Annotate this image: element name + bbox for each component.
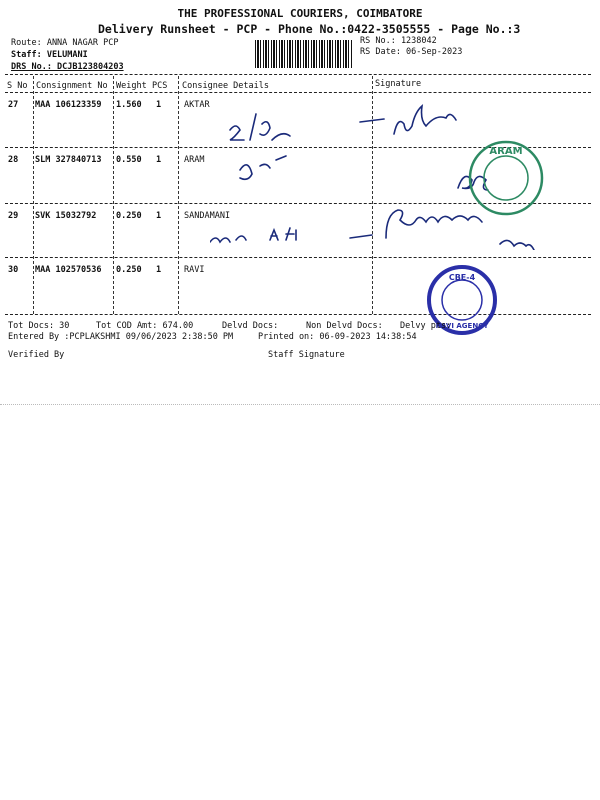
row-weight: 1.560 [116, 100, 142, 110]
printed-on: Printed on: 06-09-2023 14:38:54 [258, 332, 417, 342]
non-delivered-docs: Non Delvd Docs: [306, 321, 383, 331]
aram-stamp [466, 138, 546, 218]
row-sno: 29 [8, 211, 19, 221]
row-weight: 0.550 [116, 155, 142, 165]
row-consignment: SVK 15032792 [35, 211, 97, 221]
column-divider [33, 76, 34, 314]
col-header-pcs: PCS [152, 81, 168, 91]
barcode [255, 40, 353, 68]
row-sno: 30 [8, 265, 19, 275]
delivered-docs: Delvd Docs: [222, 321, 279, 331]
staff-signature-label: Staff Signature [268, 350, 345, 360]
company-title: THE PROFESSIONAL COURIERS, COIMBATORE [177, 7, 423, 20]
row-consignment: MAA 102570536 [35, 265, 102, 275]
aram-stamp-text: ARAM [489, 146, 523, 157]
delivery-points: Delvy pts: [400, 321, 452, 331]
row-pcs: 1 [156, 155, 162, 165]
route-label: Route: ANNA NAGAR PCP [11, 38, 119, 48]
verified-by-label: Verified By [8, 350, 65, 360]
cbe-stamp-text: CBE-4 [448, 273, 476, 282]
col-header-sno: S No [7, 81, 28, 91]
ravi-stamp-text: RAVI AGENCY [435, 322, 489, 330]
row-weight: 0.250 [116, 265, 142, 275]
staff-label: Staff: VELUMANI [11, 50, 88, 60]
col-header-consignee: Consignee Details [182, 81, 269, 91]
table-top-rule [5, 74, 591, 75]
row-pcs: 1 [156, 211, 162, 221]
entered-by: Entered By :PCPLAKSHMI 09/06/2023 2:38:50 PM [8, 332, 234, 342]
total-docs: Tot Docs: 30 [8, 321, 70, 331]
column-divider [113, 76, 114, 314]
col-header-weight: Weight [116, 81, 147, 91]
header-rule [5, 92, 591, 93]
runsheet-subtitle: Delivery Runsheet - PCP - Phone No.:0422-3505555 - Page No.:3 [98, 22, 521, 36]
row-consignment: SLM 327840713 [35, 155, 102, 165]
row-weight: 0.250 [116, 211, 142, 221]
row-consignee: RAVI [184, 265, 205, 275]
row-pcs: 1 [156, 265, 162, 275]
row-consignment: MAA 106123359 [35, 100, 102, 110]
scan-artifact-line [0, 404, 600, 405]
rs-date: RS Date: 06-Sep-2023 [360, 47, 463, 57]
row-rule [5, 257, 591, 258]
row-sno: 28 [8, 155, 19, 165]
drs-number: DRS No.: DCJB123804203 [11, 62, 124, 72]
total-cod-amount: Tot COD Amt: 674.00 [96, 321, 194, 331]
table-bottom-rule [5, 314, 591, 315]
row-sno: 27 [8, 100, 19, 110]
row-pcs: 1 [156, 100, 162, 110]
col-header-signature: Signature [375, 79, 422, 89]
row-consignee: ARAM [184, 155, 205, 165]
col-header-consignment: Consignment No [36, 81, 108, 91]
row-consignee: AKTAR [184, 100, 210, 110]
column-divider [178, 76, 179, 314]
row-consignee: SANDAMANI [184, 211, 231, 221]
rs-number: RS No.: 1238042 [360, 36, 437, 46]
